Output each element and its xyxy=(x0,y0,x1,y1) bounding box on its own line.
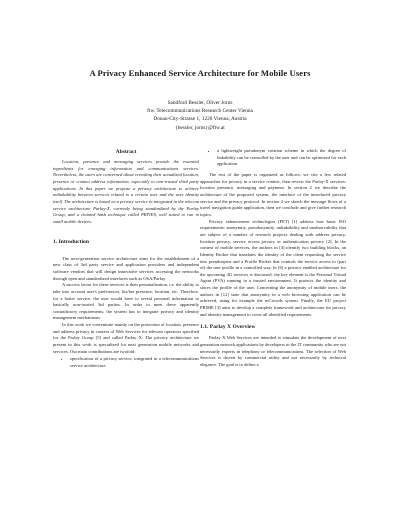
author-address: Donau-City-Strasse 1, 1220 Vienna, Austria xyxy=(153,116,247,123)
list-item: • specification of a privacy service, integrated in a telecommunications service architecture xyxy=(70,356,199,369)
contribution-list xyxy=(53,356,199,369)
contribution-list-continued xyxy=(200,148,346,168)
abstract-text: Location, presence and messaging services provide the essential ingredients for emerging information and communications services. Nevertheless, the users are concerned about revealing their actualized location, presence or contact address information, especially to non-trusted third party applications. In this paper we propose a privacy architecture to achieve unlinkability between services related to a certain user and the user identity itself. The architecture is based on a privacy service in integrated in the telecom service architecture Parlay-X, currently being standardized by the Parlay Group, and a claimed hash technique called PRIVES, well suited to run in small mobile devices. xyxy=(53,159,199,224)
intro-paragraph-3: In this work we concentrate mainly on the protection of location, presence and address privacy in context of Web Services for telecom operators specified for the Parlay Group [5] and called Parlay X. The privacy architecture we present in this work is specialized for next generation mobile networks and services. Our main contributions are twofold: xyxy=(53,322,199,354)
paper-title: A Privacy Enhanced Service Architecture for Mobile Users xyxy=(89,68,311,78)
author-names: Sandford Bessler, Oliver Jorns xyxy=(167,100,233,106)
author-block xyxy=(0,99,400,132)
author-affiliation: ftw. Telecommunications Research Center Vienna xyxy=(147,108,253,115)
right-paragraph-1: The rest of the paper is organized as follows: we cite a few related approaches for privacy in a service context, then review the Parlay-X services: location presence, messaging and payment. In section 2 we describe the architecture of the proposed system, the interface of the introduced privacy service and the privacy protocol. In section 3 we sketch the message flows of a travel navigation guide application, then we conclude and give further research topics. xyxy=(200,171,346,217)
intro-paragraph-2: A success factor for these services is their personalization, i.e. the ability to take into account user's preferences, his/her presence, location, etc. Therefore, for a better service, the user would have to reveal personal information to basically non-trusted 3rd parties. In order to meet these apparently contradictory requirements, the system has to integrate privacy and identity management mechanisms. xyxy=(53,282,199,321)
list-item: • a lightweight pseudonym creation scheme in which the degree of linkability can be controlled by the user and can be optimized for each application xyxy=(217,148,346,168)
intro-paragraph-1: The next-generation service architecture aims for the establishment of a new class of 3rd party service and application providers and independent software vendors that will design innovative services accessing the networks through open and standardized interfaces such as OSA/Parlay. xyxy=(53,255,199,281)
author-email: {bessler, jorns}@ftw.at xyxy=(175,124,225,131)
right-paragraph-2: Privacy enhancement technologies (PET) [1] address four basic ISO requirements: anonymity, pseudonymity, unlinkability and unobservability that are subject of a number of research projects dealing with address privacy, location privacy, service access privacy or authentication privacy [2]. In the context of mobile services, the authors in [4] identify two building blocks, an Identity Broker that translates the identity of the client requesting the service into pseudonyms and a Profile Broker that controls the service access to (part of) the user profile in a controlled way. In [6] a privacy enabled architecture for the upcoming 4G services is discussed: the key element is the Personal Virtual Agent (PVA) running in a trusted environment. It protects the identity and stores the profile of the user. Concerning the anonymity of mobile users, the authors in [12] state that anonymity in a web browsing application can be achieved, using for example the mCrowds system. Finally, the EU project PRIME [3] aims to develop a complete framework and architecture for privacy and identity management to cover all identified requirements. xyxy=(200,218,346,317)
left-column xyxy=(53,148,199,372)
abstract-heading: Abstract xyxy=(115,149,137,155)
section-heading-parlay-x: 1.1. Parlay X Overview xyxy=(200,324,256,331)
right-paragraph-3: Parlay X Web Services are intended to stimulate the development of next generation network applications by developers in the IT community who are not necessarily experts in telephony or telecommunications. The selection of Web Services is driven by commercial utility and not necessarily by technical elegance. The goal is to define a xyxy=(200,335,347,368)
right-column xyxy=(200,148,346,369)
section-heading-introduction: 1. Introduction xyxy=(53,238,89,245)
